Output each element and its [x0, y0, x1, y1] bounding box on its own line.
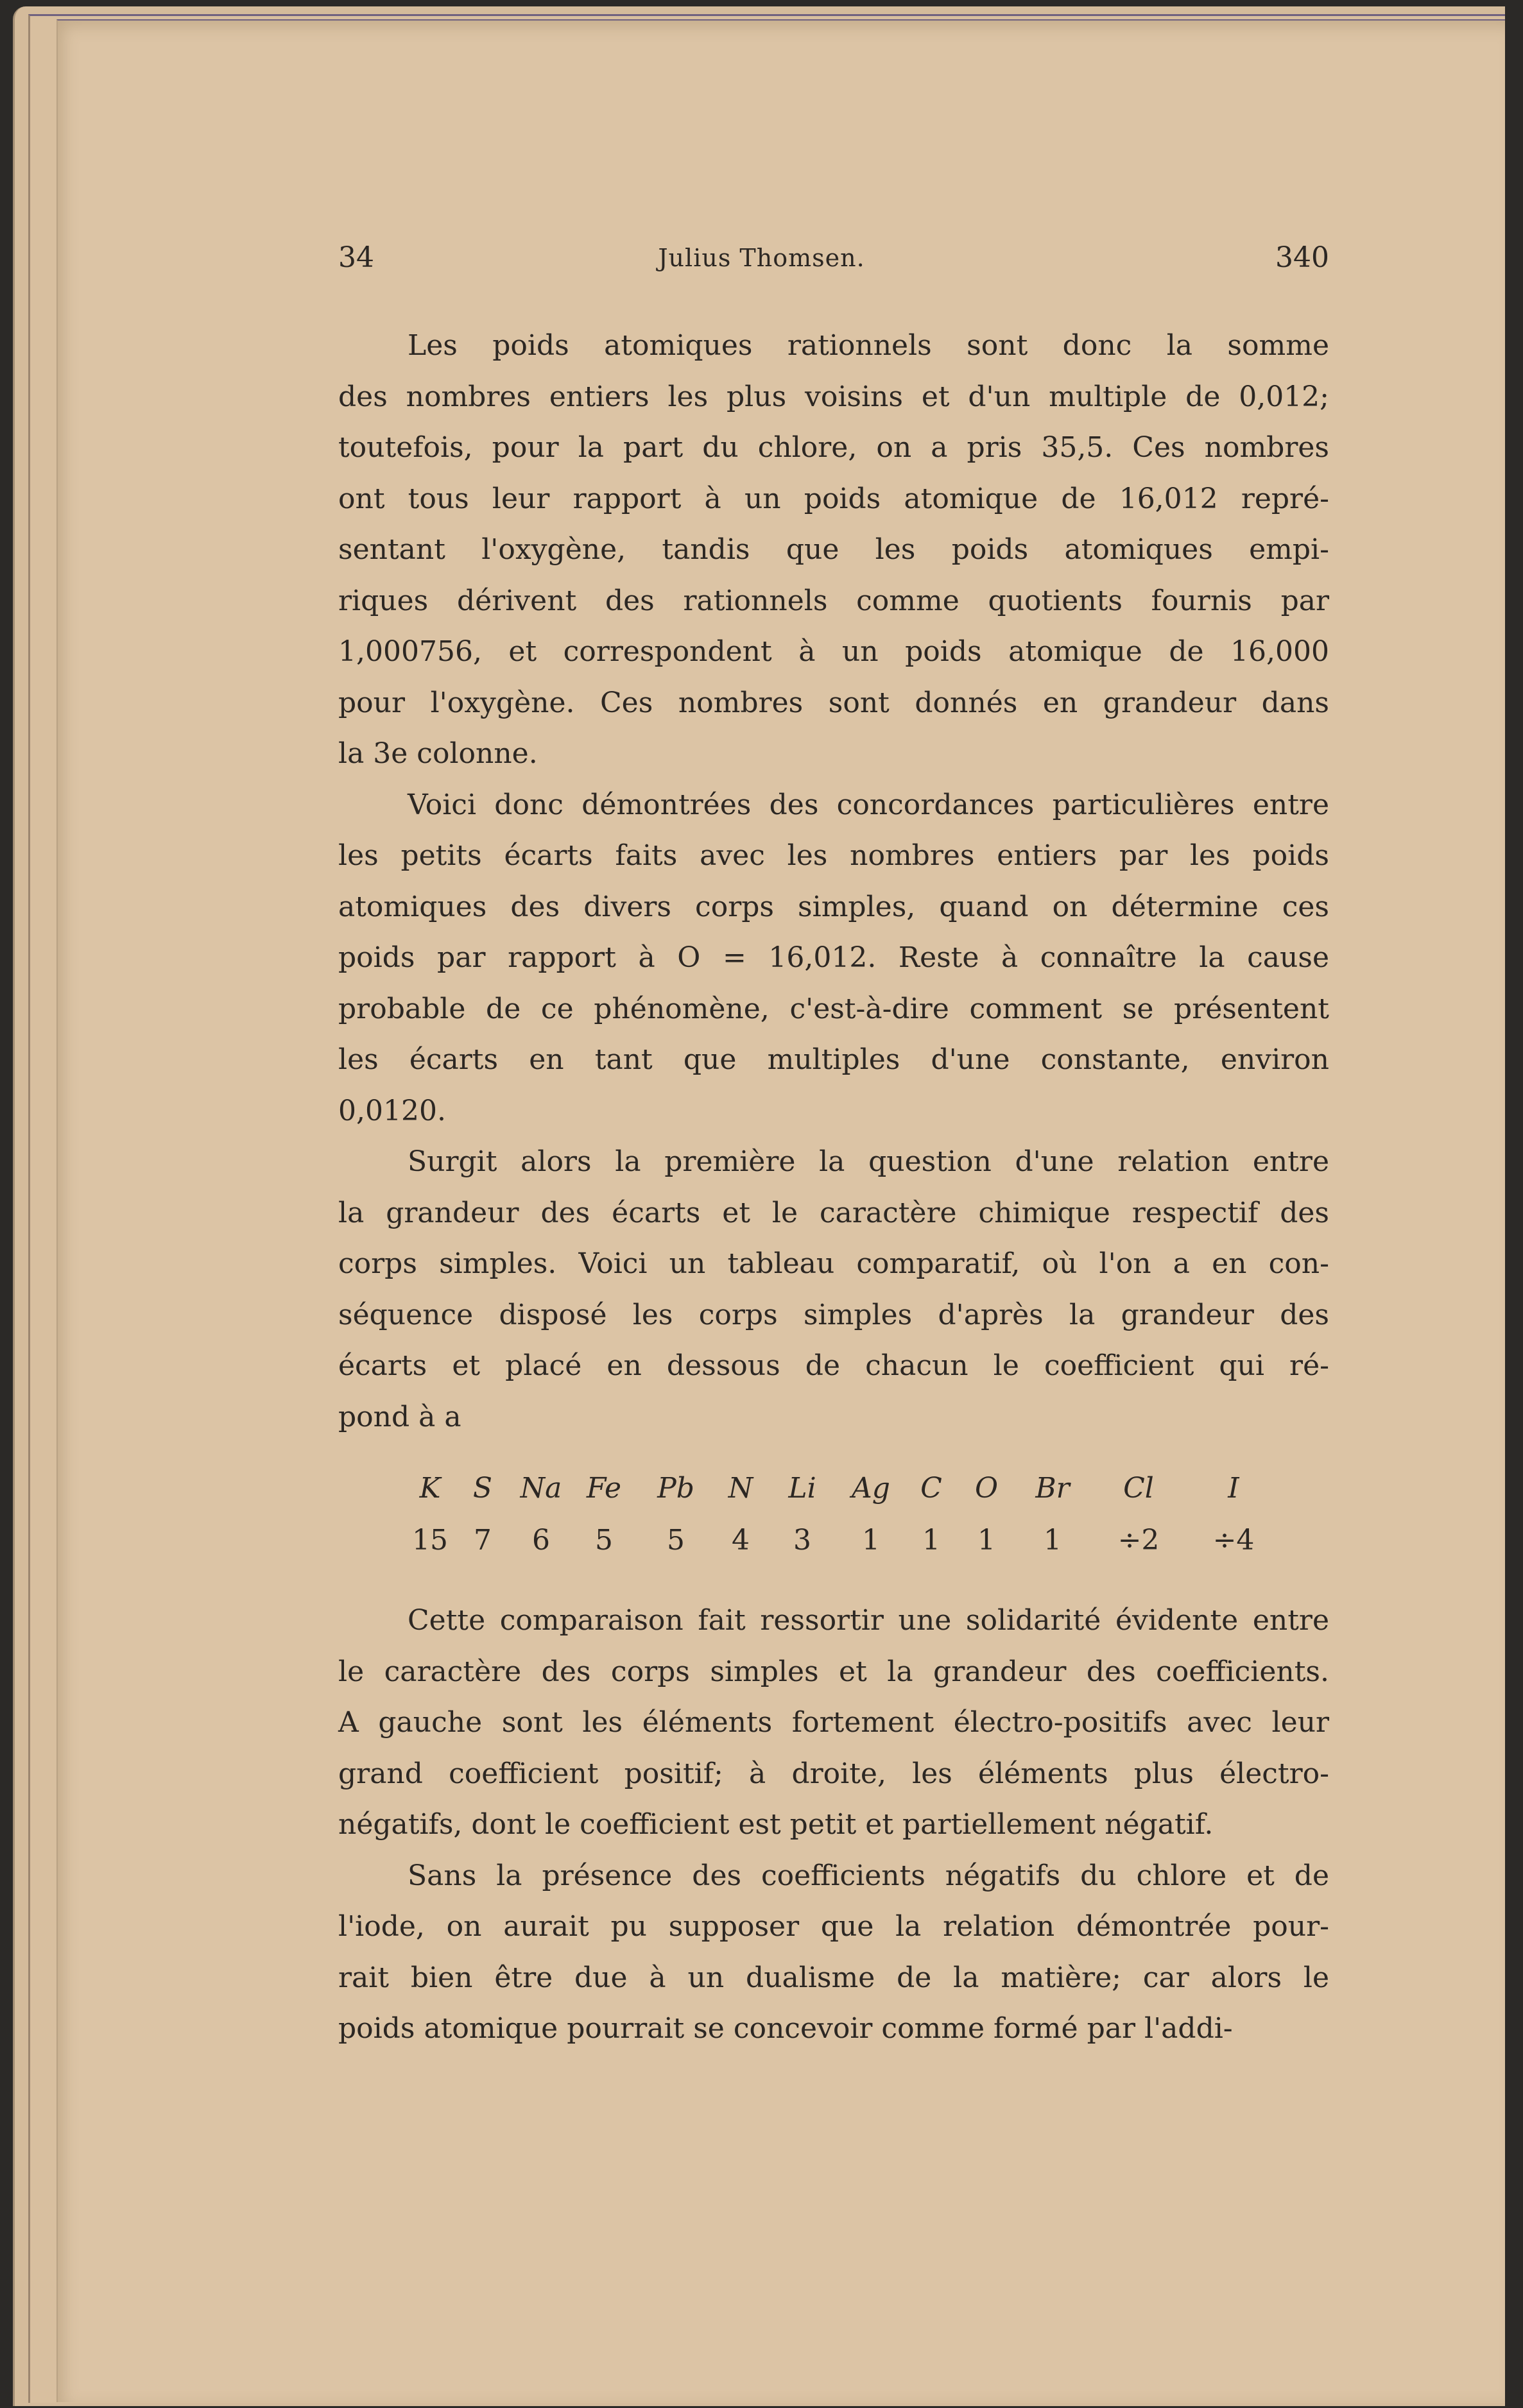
coefficient-cell: ÷4: [1212, 1524, 1255, 1557]
text-line: rait bien être due à un dualisme de la matière; car alors le: [338, 1961, 1329, 1994]
text-line: 0,0120.: [338, 1094, 446, 1127]
text-line: la 3e colonne.: [338, 737, 538, 770]
text-line: 1,000756, et correspondent à un poids atomique de 16,000: [338, 635, 1329, 668]
text-line: ont tous leur rapport à un poids atomique de 16,012 repré-: [338, 482, 1329, 515]
paragraph: [338, 320, 1329, 780]
text-line: Les poids atomiques rationnels sont donc la somme: [408, 329, 1329, 362]
text-line: les petits écarts faits avec les nombres entiers par les poids: [338, 839, 1329, 872]
coefficient-cell: 1: [1044, 1524, 1062, 1557]
paragraph: [338, 1595, 1329, 1850]
page-number-right: 340: [1275, 241, 1329, 274]
coefficient-cell: 1: [862, 1524, 880, 1557]
coefficient-cell: 3: [793, 1524, 811, 1557]
page-number-left: 34: [338, 241, 374, 274]
paragraph: [338, 1136, 1329, 1442]
coefficient-cell: 1: [922, 1524, 940, 1557]
coefficient-cell: 4: [732, 1524, 750, 1557]
coefficient-cell: 6: [532, 1524, 550, 1557]
element-symbols-row: [0, 1463, 1523, 1514]
text-line: Cette comparaison fait ressortir une solidarité évidente entre: [408, 1604, 1329, 1637]
element-symbol-cell: Na: [520, 1472, 562, 1505]
coefficient-cell: 5: [595, 1524, 613, 1557]
body-text: [338, 320, 1329, 2054]
text-line: pour l'oxygène. Ces nombres sont donnés en grandeur dans: [338, 686, 1329, 719]
text-line: le caractère des corps simples et la grandeur des coefficients.: [338, 1655, 1329, 1688]
element-symbol-cell: Fe: [586, 1472, 622, 1505]
coefficient-cell: 1: [977, 1524, 995, 1557]
text-line: poids par rapport à O = 16,012. Reste à connaître la cause: [338, 941, 1329, 974]
text-line: la grandeur des écarts et le caractère chimique respectif des: [338, 1196, 1329, 1229]
coefficient-cell: 15: [412, 1524, 448, 1557]
text-line: toutefois, pour la part du chlore, on a pris 35,5. Ces nombres: [338, 431, 1329, 464]
coefficient-cell: ÷2: [1117, 1524, 1160, 1557]
element-symbol-cell: C: [920, 1472, 942, 1505]
paragraph: [338, 780, 1329, 1137]
text-line: corps simples. Voici un tableau comparatif, où l'on a en con-: [338, 1247, 1329, 1280]
text-line: l'iode, on aurait pu supposer que la relation démontrée pour-: [338, 1910, 1329, 1943]
text-line: sentant l'oxygène, tandis que les poids atomiques empi-: [338, 533, 1329, 566]
text-line: poids atomique pourrait se concevoir comme formé par l'addi-: [338, 2012, 1233, 2045]
paragraph: [338, 1850, 1329, 2054]
element-symbol-cell: S: [472, 1472, 493, 1505]
text-line: probable de ce phénomène, c'est-à-dire comment se présentent: [338, 992, 1329, 1025]
coefficients-row: [0, 1515, 1523, 1566]
coefficient-cell: 5: [667, 1524, 685, 1557]
element-symbol-cell: Ag: [852, 1472, 890, 1505]
text-line: pond à a: [338, 1400, 461, 1433]
text-line: négatifs, dont le coefficient est petit et partiellement négatif.: [338, 1808, 1214, 1841]
text-line: Voici donc démontrées des concordances particulières entre: [408, 788, 1329, 821]
element-symbol-cell: I: [1228, 1472, 1239, 1505]
text-line: riques dérivent des rationnels comme quotients fournis par: [338, 584, 1329, 617]
element-symbol-cell: Cl: [1123, 1472, 1154, 1505]
element-symbol-cell: Br: [1035, 1472, 1070, 1505]
running-title: Julius Thomsen.: [658, 244, 865, 272]
text-line: Surgit alors la première la question d'une relation entre: [408, 1145, 1329, 1178]
element-symbol-cell: K: [419, 1472, 441, 1505]
text-line: séquence disposé les corps simples d'après la grandeur des: [338, 1298, 1329, 1331]
coefficient-cell: 7: [474, 1524, 492, 1557]
text-line: des nombres entiers les plus voisins et d'un multiple de 0,012;: [338, 380, 1329, 413]
text-line: atomiques des divers corps simples, quand on détermine ces: [338, 890, 1329, 923]
element-symbol-cell: N: [728, 1472, 753, 1505]
scan-border: [1505, 0, 1523, 2408]
element-symbol-cell: O: [974, 1472, 999, 1505]
text-line: écarts et placé en dessous de chacun le coefficient qui ré-: [338, 1349, 1329, 1382]
element-symbol-cell: Pb: [657, 1472, 694, 1505]
element-symbol-cell: Li: [788, 1472, 816, 1505]
text-line: A gauche sont les éléments fortement électro-positifs avec leur: [338, 1706, 1329, 1739]
text-line: Sans la présence des coefficients négatifs du chlore et de: [408, 1859, 1329, 1892]
text-line: les écarts en tant que multiples d'une constante, environ: [338, 1043, 1329, 1076]
text-line: grand coefficient positif; à droite, les éléments plus électro-: [338, 1757, 1329, 1790]
